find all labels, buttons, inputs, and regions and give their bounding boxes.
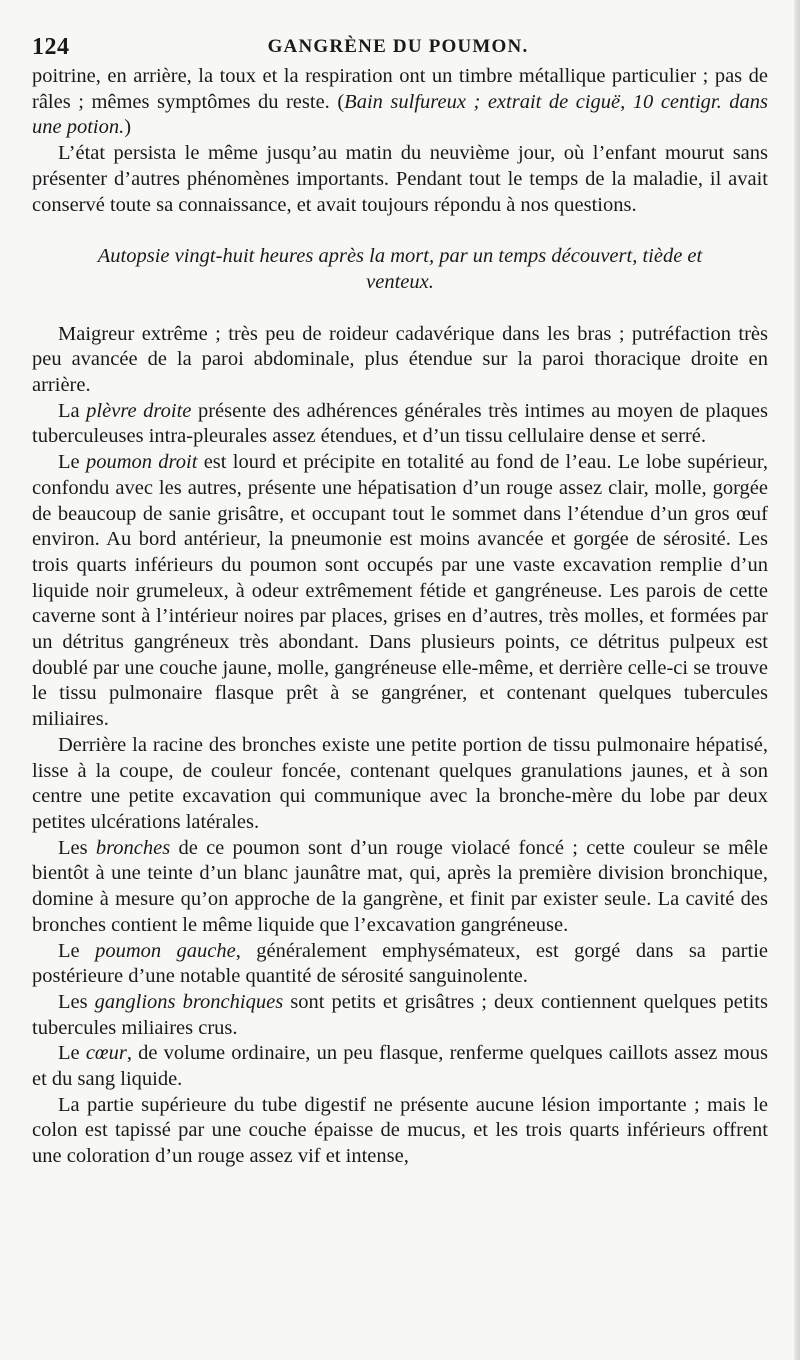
paragraph: Derrière la racine des bronches existe une petite portion de tissu pulmonaire hépatisé, lisse à la coupe, de couleur foncée, contenant quelques granulations jaunes, et à son centre une petite excavation qui communique avec la bronche-mère du lobe par deux petites ulcérations latérales. bbox=[32, 733, 768, 833]
term-italic: bronches bbox=[95, 836, 171, 859]
running-title: GANGRÈNE DU POUMON. bbox=[267, 36, 529, 57]
paragraph: La plèvre droite présente des adhérences générales très intimes au moyen de plaques tuberculeuses intra-pleurales assez étendues, et d’un tissu cellulaire dense et serré. bbox=[32, 399, 768, 448]
paragraph: Le cœur, de volume ordinaire, un peu flasque, renferme quelques caillots assez mous et du sang liquide. bbox=[32, 1042, 769, 1091]
paragraph: La partie supérieure du tube digestif ne présente aucune lésion importante ; mais le colon est tapissé par une couche épaisse de mucus, et les trois quarts inférieurs offrent une coloration d’un rouge assez vif et intense, bbox=[32, 1093, 768, 1168]
term-italic: cœur bbox=[85, 1042, 127, 1065]
body-text bbox=[32, 64, 768, 1170]
page-spine-shadow bbox=[794, 0, 800, 1360]
term-italic: poumon droit bbox=[85, 451, 198, 474]
term-italic: ganglions bronchiques bbox=[94, 990, 284, 1013]
running-head bbox=[32, 34, 764, 64]
page-number: 124 bbox=[32, 34, 70, 60]
paragraph-continued: poitrine, en arrière, la toux et la respiration ont un timbre métallique particulier ; pas de râles ; mêmes symptômes du reste. (Bain sulfureux ; extrait de ciguë, 10 centigr. dans une potion.) bbox=[32, 65, 768, 139]
paragraph: Les bronches de ce poumon sont d’un rouge violacé foncé ; cette couleur se mêle bientôt à une teinte d’un blanc jaunâtre mat, qui, après la première division bronchique, domine à mesure qu’on approche de la gangrène, et finit par exister seule. La cavité des bronches contient le même liquide que l’excavation gangréneuse. bbox=[32, 836, 768, 936]
term-italic: plèvre droite bbox=[86, 399, 192, 422]
paragraph: Les ganglions bronchiques sont petits et grisâtres ; deux contiennent quelques petits tubercules miliaires crus. bbox=[32, 990, 768, 1039]
prescription-note: Bain sulfureux ; extrait de ciguë, 10 centigr. dans une potion. bbox=[32, 90, 768, 139]
term-italic: poumon gauche bbox=[95, 939, 236, 962]
paragraph: Maigreur extrême ; très peu de roideur cadavérique dans les bras ; putréfaction très peu avancée de la paroi abdominale, plus étendue sur la paroi thoracique droite en arrière. bbox=[32, 322, 768, 397]
paragraph: L’état persista le même jusqu’au matin du neuvième jour, où l’enfant mourut sans présenter d’autres phénomènes importants. Pendant tout le temps de la maladie, il avait conservé toute sa connaissance, et avait toujours répondu à nos questions. bbox=[32, 142, 768, 216]
paragraph: Le poumon droit est lourd et précipite en totalité au fond de l’eau. Le lobe supérieur, confondu avec les autres, présente une hépatisation d’un rouge assez clair, molle, gorgée de beaucoup de sanie grisâtre, et occupant tout le sommet dans l’étendue d’un gros œuf environ. Au bord antérieur, la pneumonie est moins avancée et gorgée de sérosité. Les trois quarts inférieurs du poumon sont occupés par une vaste excavation remplie d’un liquide noir grumeleux, à odeur extrêmement fétide et gangréneuse. Les parois de cette caverne sont à l’intérieur noires par places, grises en d’autres, très molles, et formées par un détritus gangréneux très abondant. Dans plusieurs points, ce détritus pulpeux est doublé par une couche jaune, molle, gangréneuse elle-même, et derrière celle-ci se trouve le tissu pulmonaire flasque prêt à se gangréner, et contenant quelques tubercules miliaires. bbox=[32, 451, 769, 731]
paragraph: Le poumon gauche, généralement emphysémateux, est gorgé dans sa partie postérieure d’une notable quantité de sérosité sanguinolente. bbox=[32, 939, 769, 988]
section-heading: Autopsie vingt-huit heures après la mort, par un temps découvert, tiède et venteux. bbox=[97, 245, 703, 293]
